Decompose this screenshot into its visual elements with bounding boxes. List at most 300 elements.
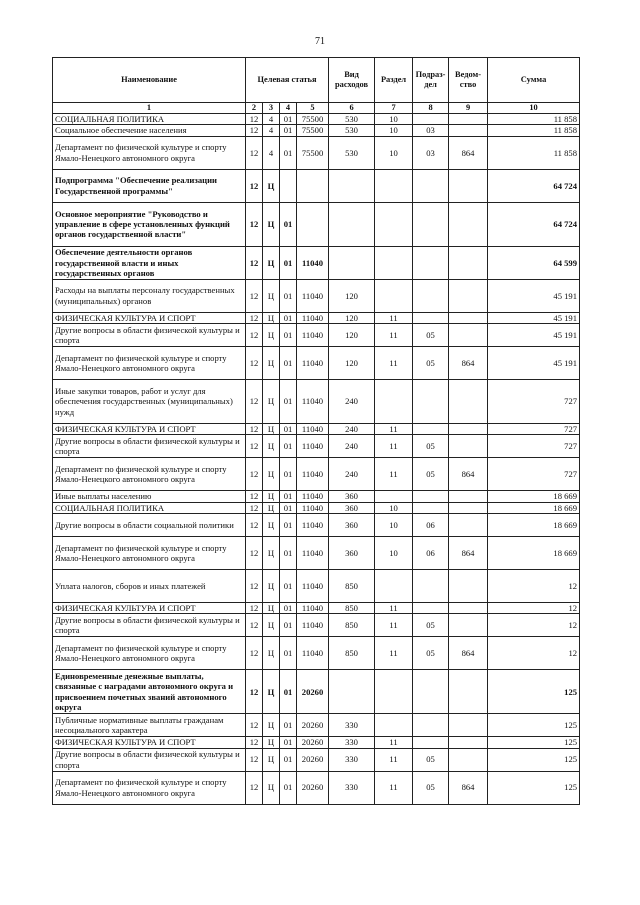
cell-target-code: 11040: [297, 513, 329, 536]
cell-vid: 330: [329, 737, 375, 748]
cell-podrazdel: 05: [413, 637, 449, 670]
cell-vid: 850: [329, 569, 375, 602]
cell-target-code: 11040: [297, 602, 329, 613]
cell-vedomstvo: [449, 114, 488, 125]
cell-target-subprogram: Ц: [263, 748, 280, 771]
cell-vid: [329, 670, 375, 714]
cell-target-activity: 01: [280, 347, 297, 380]
cell-name: ФИЗИЧЕСКАЯ КУЛЬТУРА И СПОРТ: [53, 424, 246, 435]
cell-podrazdel: [413, 169, 449, 202]
cell-target-code: 20260: [297, 670, 329, 714]
cell-vedomstvo: [449, 491, 488, 502]
cell-podrazdel: 06: [413, 513, 449, 536]
cell-razdel: [375, 202, 413, 246]
cell-vedomstvo: [449, 748, 488, 771]
cell-target-code: 11040: [297, 424, 329, 435]
cell-sum: 12: [488, 602, 580, 613]
cell-target-subprogram: Ц: [263, 279, 280, 312]
cell-target-activity: 01: [280, 737, 297, 748]
cell-podrazdel: [413, 312, 449, 323]
cell-target-activity: 01: [280, 324, 297, 347]
cell-name: Департамент по физической культуре и спорту Ямало-Ненецкого автономного округа: [53, 771, 246, 804]
cell-target-program: 12: [246, 458, 263, 491]
cell-vid: 240: [329, 435, 375, 458]
cell-name: СОЦИАЛЬНАЯ ПОЛИТИКА: [53, 114, 246, 125]
cell-vid: 360: [329, 536, 375, 569]
cell-name: Уплата налогов, сборов и иных платежей: [53, 569, 246, 602]
cell-target-program: 12: [246, 513, 263, 536]
cell-name: Подпрограмма "Обеспечение реализации Государственной программы": [53, 169, 246, 202]
table-row: [53, 569, 580, 602]
cell-sum: 45 191: [488, 347, 580, 380]
cell-razdel: 10: [375, 114, 413, 125]
cell-name: ФИЗИЧЕСКАЯ КУЛЬТУРА И СПОРТ: [53, 312, 246, 323]
cell-razdel: 10: [375, 125, 413, 136]
col-num-5: 5: [297, 103, 329, 114]
cell-target-program: 12: [246, 491, 263, 502]
col-num-6: 6: [329, 103, 375, 114]
cell-target-subprogram: Ц: [263, 536, 280, 569]
cell-target-subprogram: 4: [263, 114, 280, 125]
header-target: Целевая статья: [246, 58, 329, 103]
cell-target-activity: 01: [280, 312, 297, 323]
cell-target-code: 11040: [297, 347, 329, 380]
cell-target-subprogram: Ц: [263, 347, 280, 380]
cell-razdel: 11: [375, 748, 413, 771]
cell-name: Обеспечение деятельности органов государственной власти и иных государственных органов: [53, 246, 246, 279]
table-row: [53, 347, 580, 380]
cell-vedomstvo: 864: [449, 136, 488, 169]
table-row: [53, 380, 580, 424]
cell-target-code: 75500: [297, 114, 329, 125]
col-num-8: 8: [413, 103, 449, 114]
cell-name: Департамент по физической культуре и спорту Ямало-Ненецкого автономного округа: [53, 637, 246, 670]
cell-name: Департамент по физической культуре и спорту Ямало-Ненецкого автономного округа: [53, 347, 246, 380]
cell-sum: 11 858: [488, 125, 580, 136]
cell-vid: 530: [329, 125, 375, 136]
table-row: [53, 435, 580, 458]
cell-name: Иные выплаты населению: [53, 491, 246, 502]
cell-target-program: 12: [246, 502, 263, 513]
cell-vid: 120: [329, 312, 375, 323]
cell-target-code: 11040: [297, 324, 329, 347]
cell-target-program: 12: [246, 169, 263, 202]
cell-podrazdel: 05: [413, 771, 449, 804]
cell-razdel: [375, 569, 413, 602]
cell-sum: 64 724: [488, 202, 580, 246]
cell-razdel: 11: [375, 424, 413, 435]
cell-target-activity: 01: [280, 748, 297, 771]
cell-target-code: 11040: [297, 502, 329, 513]
cell-name: Департамент по физической культуре и спорту Ямало-Ненецкого автономного округа: [53, 136, 246, 169]
cell-podrazdel: [413, 670, 449, 714]
cell-target-code: 11040: [297, 491, 329, 502]
cell-razdel: [375, 714, 413, 737]
cell-name: Другие вопросы в области физической культуры и спорта: [53, 435, 246, 458]
cell-target-code: 11040: [297, 637, 329, 670]
cell-vedomstvo: [449, 737, 488, 748]
cell-podrazdel: [413, 714, 449, 737]
cell-podrazdel: [413, 114, 449, 125]
cell-target-subprogram: Ц: [263, 380, 280, 424]
cell-target-subprogram: Ц: [263, 602, 280, 613]
cell-name: Публичные нормативные выплаты гражданам несоциального характера: [53, 714, 246, 737]
table-row: [53, 246, 580, 279]
cell-podrazdel: 05: [413, 347, 449, 380]
cell-target-program: 12: [246, 347, 263, 380]
table-row: [53, 169, 580, 202]
cell-target-program: 12: [246, 614, 263, 637]
cell-razdel: 11: [375, 637, 413, 670]
table-row: [53, 513, 580, 536]
cell-vedomstvo: 864: [449, 536, 488, 569]
cell-target-code: 20260: [297, 771, 329, 804]
cell-vedomstvo: [449, 125, 488, 136]
cell-target-activity: 01: [280, 491, 297, 502]
cell-target-code: [297, 169, 329, 202]
cell-target-subprogram: Ц: [263, 714, 280, 737]
col-num-10: 10: [488, 103, 580, 114]
page-number: 71: [315, 36, 325, 47]
cell-target-activity: 01: [280, 714, 297, 737]
cell-vedomstvo: 864: [449, 771, 488, 804]
table-row: [53, 536, 580, 569]
cell-vedomstvo: 864: [449, 637, 488, 670]
cell-target-code: 11040: [297, 312, 329, 323]
cell-podrazdel: 03: [413, 125, 449, 136]
cell-target-program: 12: [246, 136, 263, 169]
cell-target-activity: 01: [280, 614, 297, 637]
cell-razdel: [375, 279, 413, 312]
cell-target-subprogram: Ц: [263, 424, 280, 435]
cell-vedomstvo: [449, 169, 488, 202]
cell-razdel: 11: [375, 614, 413, 637]
cell-vedomstvo: [449, 714, 488, 737]
cell-target-subprogram: Ц: [263, 435, 280, 458]
cell-podrazdel: [413, 246, 449, 279]
cell-podrazdel: [413, 491, 449, 502]
table-row: [53, 324, 580, 347]
cell-sum: 125: [488, 714, 580, 737]
cell-target-program: 12: [246, 771, 263, 804]
cell-vid: 360: [329, 513, 375, 536]
cell-vedomstvo: [449, 602, 488, 613]
cell-target-activity: 01: [280, 502, 297, 513]
cell-target-code: 11040: [297, 458, 329, 491]
cell-vedomstvo: [449, 246, 488, 279]
cell-name: Расходы на выплаты персоналу государственных (муниципальных) органов: [53, 279, 246, 312]
cell-target-subprogram: 4: [263, 136, 280, 169]
cell-podrazdel: 05: [413, 614, 449, 637]
cell-vid: 530: [329, 136, 375, 169]
table-row: [53, 424, 580, 435]
table-row: [53, 279, 580, 312]
cell-target-activity: 01: [280, 670, 297, 714]
header-razdel: Раздел: [375, 58, 413, 103]
cell-sum: 727: [488, 424, 580, 435]
cell-target-subprogram: Ц: [263, 513, 280, 536]
cell-podrazdel: [413, 569, 449, 602]
cell-vid: [329, 169, 375, 202]
cell-vedomstvo: [449, 324, 488, 347]
cell-vid: 530: [329, 114, 375, 125]
cell-razdel: 10: [375, 136, 413, 169]
cell-vid: 120: [329, 279, 375, 312]
col-num-4: 4: [280, 103, 297, 114]
cell-razdel: 10: [375, 536, 413, 569]
cell-target-program: 12: [246, 380, 263, 424]
col-num-1: 1: [53, 103, 246, 114]
cell-target-activity: 01: [280, 114, 297, 125]
cell-vid: 330: [329, 771, 375, 804]
cell-vedomstvo: [449, 380, 488, 424]
cell-vedomstvo: [449, 312, 488, 323]
cell-razdel: 10: [375, 502, 413, 513]
cell-sum: 64 599: [488, 246, 580, 279]
cell-name: СОЦИАЛЬНАЯ ПОЛИТИКА: [53, 502, 246, 513]
cell-vid: 120: [329, 324, 375, 347]
cell-target-subprogram: Ц: [263, 169, 280, 202]
cell-podrazdel: 05: [413, 748, 449, 771]
cell-target-program: 12: [246, 202, 263, 246]
col-num-2: 2: [246, 103, 263, 114]
cell-vid: 850: [329, 614, 375, 637]
cell-sum: 125: [488, 670, 580, 714]
cell-target-activity: 01: [280, 279, 297, 312]
cell-podrazdel: [413, 502, 449, 513]
cell-target-subprogram: Ц: [263, 458, 280, 491]
cell-razdel: [375, 491, 413, 502]
table-row: [53, 602, 580, 613]
table-row: [53, 312, 580, 323]
cell-target-code: 11040: [297, 279, 329, 312]
cell-vid: 120: [329, 347, 375, 380]
cell-target-activity: 01: [280, 136, 297, 169]
cell-sum: 18 669: [488, 502, 580, 513]
cell-sum: 45 191: [488, 324, 580, 347]
cell-sum: 12: [488, 637, 580, 670]
cell-target-activity: 01: [280, 125, 297, 136]
cell-target-program: 12: [246, 714, 263, 737]
cell-target-subprogram: Ц: [263, 614, 280, 637]
table-row: [53, 771, 580, 804]
cell-razdel: [375, 246, 413, 279]
cell-vid: 240: [329, 424, 375, 435]
header-row: [53, 58, 580, 103]
header-sum: Сумма: [488, 58, 580, 103]
table-row: [53, 136, 580, 169]
cell-sum: 18 669: [488, 513, 580, 536]
cell-razdel: 11: [375, 458, 413, 491]
cell-target-activity: 01: [280, 569, 297, 602]
cell-target-activity: 01: [280, 602, 297, 613]
column-number-row: [53, 103, 580, 114]
cell-sum: 125: [488, 748, 580, 771]
cell-target-activity: [280, 169, 297, 202]
header-vid: Вид расходов: [329, 58, 375, 103]
cell-vid: 850: [329, 637, 375, 670]
cell-vid: [329, 202, 375, 246]
cell-razdel: 11: [375, 312, 413, 323]
cell-sum: 125: [488, 737, 580, 748]
cell-vedomstvo: [449, 502, 488, 513]
col-num-9: 9: [449, 103, 488, 114]
cell-target-activity: 01: [280, 380, 297, 424]
cell-target-program: 12: [246, 114, 263, 125]
cell-target-subprogram: Ц: [263, 202, 280, 246]
cell-target-program: 12: [246, 536, 263, 569]
cell-name: Единовременные денежные выплаты, связанные с наградами автономного округа и присвоением почетных званий автономного округа: [53, 670, 246, 714]
table-row: [53, 637, 580, 670]
cell-target-code: 11040: [297, 614, 329, 637]
col-num-7: 7: [375, 103, 413, 114]
cell-razdel: 11: [375, 737, 413, 748]
table-row: [53, 125, 580, 136]
cell-name: Другие вопросы в области физической культуры и спорта: [53, 324, 246, 347]
cell-target-subprogram: Ц: [263, 737, 280, 748]
cell-razdel: [375, 670, 413, 714]
cell-vedomstvo: [449, 670, 488, 714]
cell-target-subprogram: Ц: [263, 569, 280, 602]
cell-target-activity: 01: [280, 637, 297, 670]
cell-target-program: 12: [246, 125, 263, 136]
cell-vid: 330: [329, 748, 375, 771]
cell-target-program: 12: [246, 569, 263, 602]
cell-target-program: 12: [246, 602, 263, 613]
cell-sum: 12: [488, 569, 580, 602]
cell-razdel: 11: [375, 602, 413, 613]
cell-target-program: 12: [246, 737, 263, 748]
cell-target-subprogram: Ц: [263, 312, 280, 323]
cell-name: Другие вопросы в области физической культуры и спорта: [53, 748, 246, 771]
cell-target-code: 20260: [297, 737, 329, 748]
cell-target-subprogram: Ц: [263, 246, 280, 279]
cell-sum: 727: [488, 380, 580, 424]
cell-sum: 45 191: [488, 312, 580, 323]
cell-target-program: 12: [246, 748, 263, 771]
cell-target-activity: 01: [280, 435, 297, 458]
cell-target-program: 12: [246, 279, 263, 312]
cell-target-program: 12: [246, 435, 263, 458]
cell-vid: 360: [329, 491, 375, 502]
cell-target-subprogram: 4: [263, 125, 280, 136]
cell-vid: 240: [329, 380, 375, 424]
cell-target-code: 11040: [297, 569, 329, 602]
table-row: [53, 714, 580, 737]
cell-target-subprogram: Ц: [263, 491, 280, 502]
cell-target-code: 75500: [297, 136, 329, 169]
table-row: [53, 202, 580, 246]
cell-sum: 64 724: [488, 169, 580, 202]
cell-target-subprogram: Ц: [263, 324, 280, 347]
cell-name: Основное мероприятие "Руководство и управление в сфере установленных функций органов государственной власти": [53, 202, 246, 246]
cell-name: Другие вопросы в области физической культуры и спорта: [53, 614, 246, 637]
table-row: [53, 737, 580, 748]
cell-podrazdel: [413, 380, 449, 424]
cell-target-code: 11040: [297, 246, 329, 279]
cell-sum: 11 858: [488, 136, 580, 169]
cell-podrazdel: [413, 424, 449, 435]
cell-target-code: [297, 202, 329, 246]
cell-vedomstvo: [449, 279, 488, 312]
cell-sum: 727: [488, 435, 580, 458]
cell-name: ФИЗИЧЕСКАЯ КУЛЬТУРА И СПОРТ: [53, 602, 246, 613]
cell-razdel: [375, 169, 413, 202]
cell-sum: 18 669: [488, 491, 580, 502]
cell-podrazdel: 06: [413, 536, 449, 569]
cell-vid: 850: [329, 602, 375, 613]
table-row: [53, 614, 580, 637]
table-row: [53, 748, 580, 771]
cell-target-program: 12: [246, 312, 263, 323]
cell-sum: 11 858: [488, 114, 580, 125]
header-vedomstvo: Ведом- ство: [449, 58, 488, 103]
header-podrazdel: Подраз- дел: [413, 58, 449, 103]
cell-razdel: [375, 380, 413, 424]
cell-target-program: 12: [246, 424, 263, 435]
cell-target-activity: 01: [280, 246, 297, 279]
cell-vedomstvo: [449, 569, 488, 602]
cell-vedomstvo: [449, 424, 488, 435]
cell-name: Департамент по физической культуре и спорту Ямало-Ненецкого автономного округа: [53, 458, 246, 491]
cell-razdel: 11: [375, 771, 413, 804]
cell-sum: 18 669: [488, 536, 580, 569]
cell-target-activity: 01: [280, 458, 297, 491]
cell-vedomstvo: 864: [449, 458, 488, 491]
table-row: [53, 114, 580, 125]
cell-podrazdel: 05: [413, 458, 449, 491]
cell-sum: 12: [488, 614, 580, 637]
cell-razdel: 10: [375, 513, 413, 536]
cell-target-activity: 01: [280, 771, 297, 804]
cell-target-code: 20260: [297, 714, 329, 737]
header-name: Наименование: [53, 58, 246, 103]
cell-vid: [329, 246, 375, 279]
cell-vedomstvo: [449, 202, 488, 246]
table-row: [53, 458, 580, 491]
cell-name: Другие вопросы в области социальной политики: [53, 513, 246, 536]
cell-podrazdel: [413, 202, 449, 246]
budget-table: [52, 57, 580, 805]
cell-target-activity: 01: [280, 202, 297, 246]
cell-target-subprogram: Ц: [263, 502, 280, 513]
cell-podrazdel: [413, 279, 449, 312]
cell-target-subprogram: Ц: [263, 771, 280, 804]
cell-podrazdel: 05: [413, 435, 449, 458]
cell-vedomstvo: [449, 513, 488, 536]
cell-podrazdel: 03: [413, 136, 449, 169]
cell-name: ФИЗИЧЕСКАЯ КУЛЬТУРА И СПОРТ: [53, 737, 246, 748]
cell-sum: 727: [488, 458, 580, 491]
cell-vid: 330: [329, 714, 375, 737]
cell-target-program: 12: [246, 670, 263, 714]
cell-vedomstvo: [449, 435, 488, 458]
cell-sum: 45 191: [488, 279, 580, 312]
cell-target-program: 12: [246, 324, 263, 347]
cell-target-subprogram: Ц: [263, 637, 280, 670]
cell-target-code: 20260: [297, 748, 329, 771]
cell-target-code: 75500: [297, 125, 329, 136]
cell-razdel: 11: [375, 324, 413, 347]
cell-name: Социальное обеспечение населения: [53, 125, 246, 136]
table-row: [53, 502, 580, 513]
cell-target-program: 12: [246, 637, 263, 670]
cell-vedomstvo: [449, 614, 488, 637]
cell-target-activity: 01: [280, 424, 297, 435]
table-row: [53, 670, 580, 714]
cell-podrazdel: 05: [413, 324, 449, 347]
cell-razdel: 11: [375, 435, 413, 458]
